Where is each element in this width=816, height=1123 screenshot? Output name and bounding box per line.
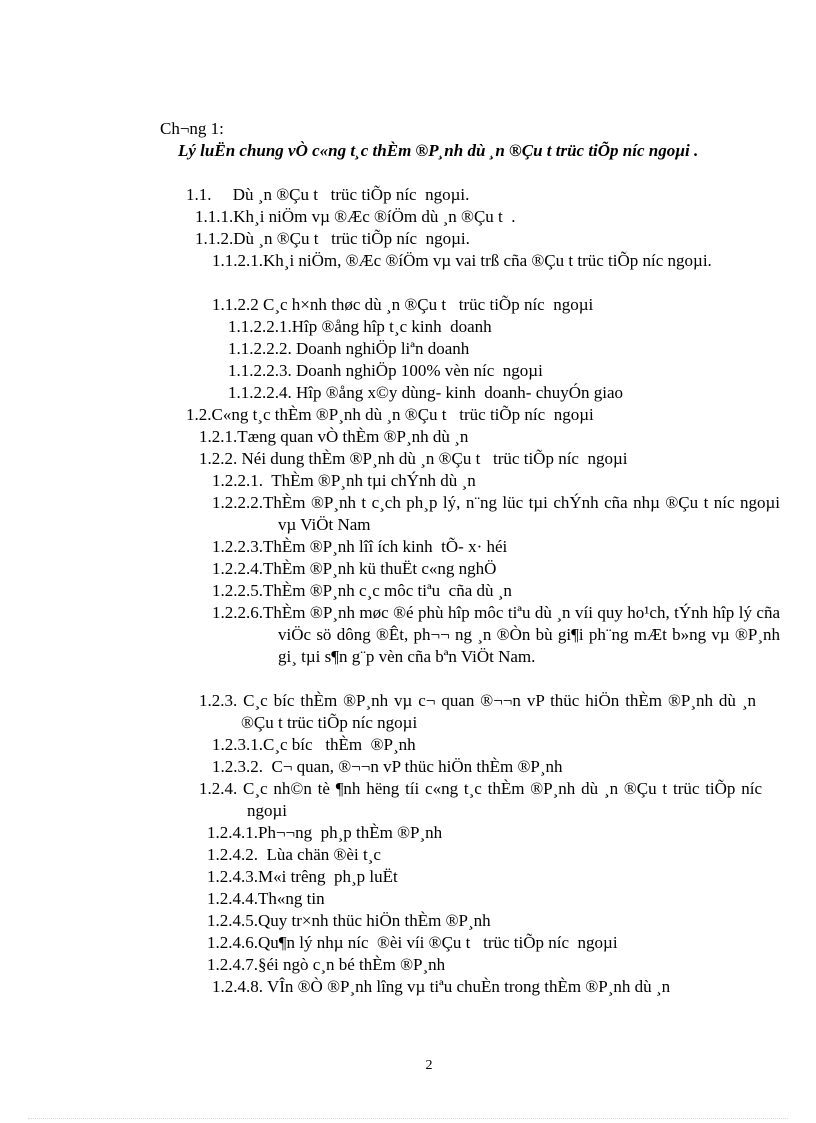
toc-entry-1-1-2-2-2: 1.1.2.2.2. Doanh nghiÖp liªn doanh [228,339,470,358]
toc-entry-1-2-2-4: 1.2.2.4.ThÈm ®P¸nh kü thuËt c«ng nghÖ [212,559,497,578]
toc-entry-1-2-4-6: 1.2.4.6.Qu¶n lý nhµ níc ®èi víi ®Çu t trüc tiÕp níc ngoµi [207,933,618,952]
toc-entry-1-2-1: 1.2.1.Tæng quan vÒ thÈm ®P¸nh dù ¸n [199,427,469,446]
toc-entry-1-1-2-2-1: 1.1.2.2.1.Hîp ®ång hîp t¸c kinh doanh [228,317,492,336]
toc-entry-1-1-2-1: 1.1.2.1.Kh¸i niÖm, ®Æc ®íÖm vµ vai trß cña ®Çu t trüc tiÕp níc ngoµi. [212,251,712,270]
page-number: 2 [425,1058,433,1073]
toc-entry-1-1-2-2-4: 1.1.2.2.4. Hîp ®ång x©y dùng- kinh doanh- chuyÓn giao [228,383,624,402]
toc-entry-1-2-3: 1.2.3. C¸c bíc thÈm ®P¸nh vµ c¬ quan ®¬¬n vP thüc hiÖn thÈm ®P¸nh dù ¸n ®Çu t trüc tiÕp níc ngoµi [199,691,756,732]
toc-entry-1-1-1: 1.1.1.Kh¸i niÖm vµ ®Æc ®íÖm dù ¸n ®Çu t . [195,207,516,226]
toc-entry-1-2-4-8: 1.2.4.8. VÎn ®Ò ®P¸nh lîng vµ tiªu chuÈn trong thÈm ®P¸nh dù ¸n [212,977,671,996]
toc-entry-1-1-2-2: 1.1.2.2 C¸c h×nh thøc dù ¸n ®Çu t trüc tiÕp níc ngoµi [212,295,594,314]
toc-entry-1-2: 1.2.C«ng t¸c thÈm ®P¸nh dù ¸n ®Çu t trüc tiÕp níc ngoµi [186,405,594,424]
chapter-label: Ch¬ng 1: [160,119,224,138]
chapter-title: Lý luËn chung vÒ c«ng t¸c thÈm ®P¸nh dù ¸n ®Çu t trüc tiÕp níc ngoµi . [178,141,699,160]
page-bottom-divider [28,1118,788,1119]
toc-entry-1-2-4-1: 1.2.4.1.Ph¬¬ng ph¸p thÈm ®P¸nh [207,823,443,842]
toc-entry-1-2-4: 1.2.4. C¸c nh©n tè ¶nh hëng tíi c«ng t¸c thÈm ®P¸nh dù ¸n ®Çu t trüc tiÕp níc ngoµi [199,779,762,820]
toc-entry-1-1-2-2-3: 1.1.2.2.3. Doanh nghiÖp 100% vèn níc ngoµi [228,361,543,380]
toc-entry-1-2-2-6: 1.2.2.6.ThÈm ®P¸nh møc ®é phù hîp môc tiªu dù ¸n víi quy ho¹ch, tÝnh hîp lý cña viÖc sö dông ®Êt, ph¬¬ ng ¸n ®Òn bù gi¶i ph¨ng mÆt b»ng vµ ®P¸nh gi¸ tµi s¶n g¨p vèn cña bªn ViÖt Nam. [212,603,780,666]
toc-entry-1-1: 1.1. Dù ¸n ®Çu t trüc tiÕp níc ngoµi. [186,185,470,204]
toc-entry-1-1-2: 1.1.2.Dù ¸n ®Çu t trüc tiÕp níc ngoµi. [195,229,470,248]
toc-entry-1-2-4-5: 1.2.4.5.Quy tr×nh thüc hiÖn thÈm ®P¸nh [207,911,491,930]
toc-entry-1-2-2-1: 1.2.2.1. ThÈm ®P¸nh tµi chÝnh dù ¸n [212,471,476,490]
toc-entry-1-2-2-3: 1.2.2.3.ThÈm ®P¸nh lîî ích kinh tÕ- x· héi [212,537,508,556]
toc-entry-1-2-3-1: 1.2.3.1.C¸c bíc thÈm ®P¸nh [212,735,416,754]
toc-entry-1-2-2-2: 1.2.2.2.ThÈm ®P¸nh t c¸ch ph¸p lý, n¨ng lüc tµi chÝnh cña nhµ ®Çu t níc ngoµi vµ ViÖt Nam [212,493,780,534]
toc-entry-1-2-2: 1.2.2. Néi dung thÈm ®P¸nh dù ¸n ®Çu t trüc tiÕp níc ngoµi [199,449,628,468]
toc-entry-1-2-4-7: 1.2.4.7.§éi ngò c¸n bé thÈm ®P¸nh [207,955,446,974]
toc-entry-1-2-4-4: 1.2.4.4.Th«ng tin [207,889,325,908]
toc-entry-1-2-4-3: 1.2.4.3.M«i trêng ph¸p luËt [207,867,398,886]
toc-entry-1-2-2-5: 1.2.2.5.ThÈm ®P¸nh c¸c môc tiªu cña dù ¸n [212,581,512,600]
toc-entry-1-2-3-2: 1.2.3.2. C¬ quan, ®¬¬n vP thüc hiÖn thÈm ®P¸nh [212,757,563,776]
toc-entry-1-2-4-2: 1.2.4.2. Lùa chän ®èi t¸c [207,845,381,864]
